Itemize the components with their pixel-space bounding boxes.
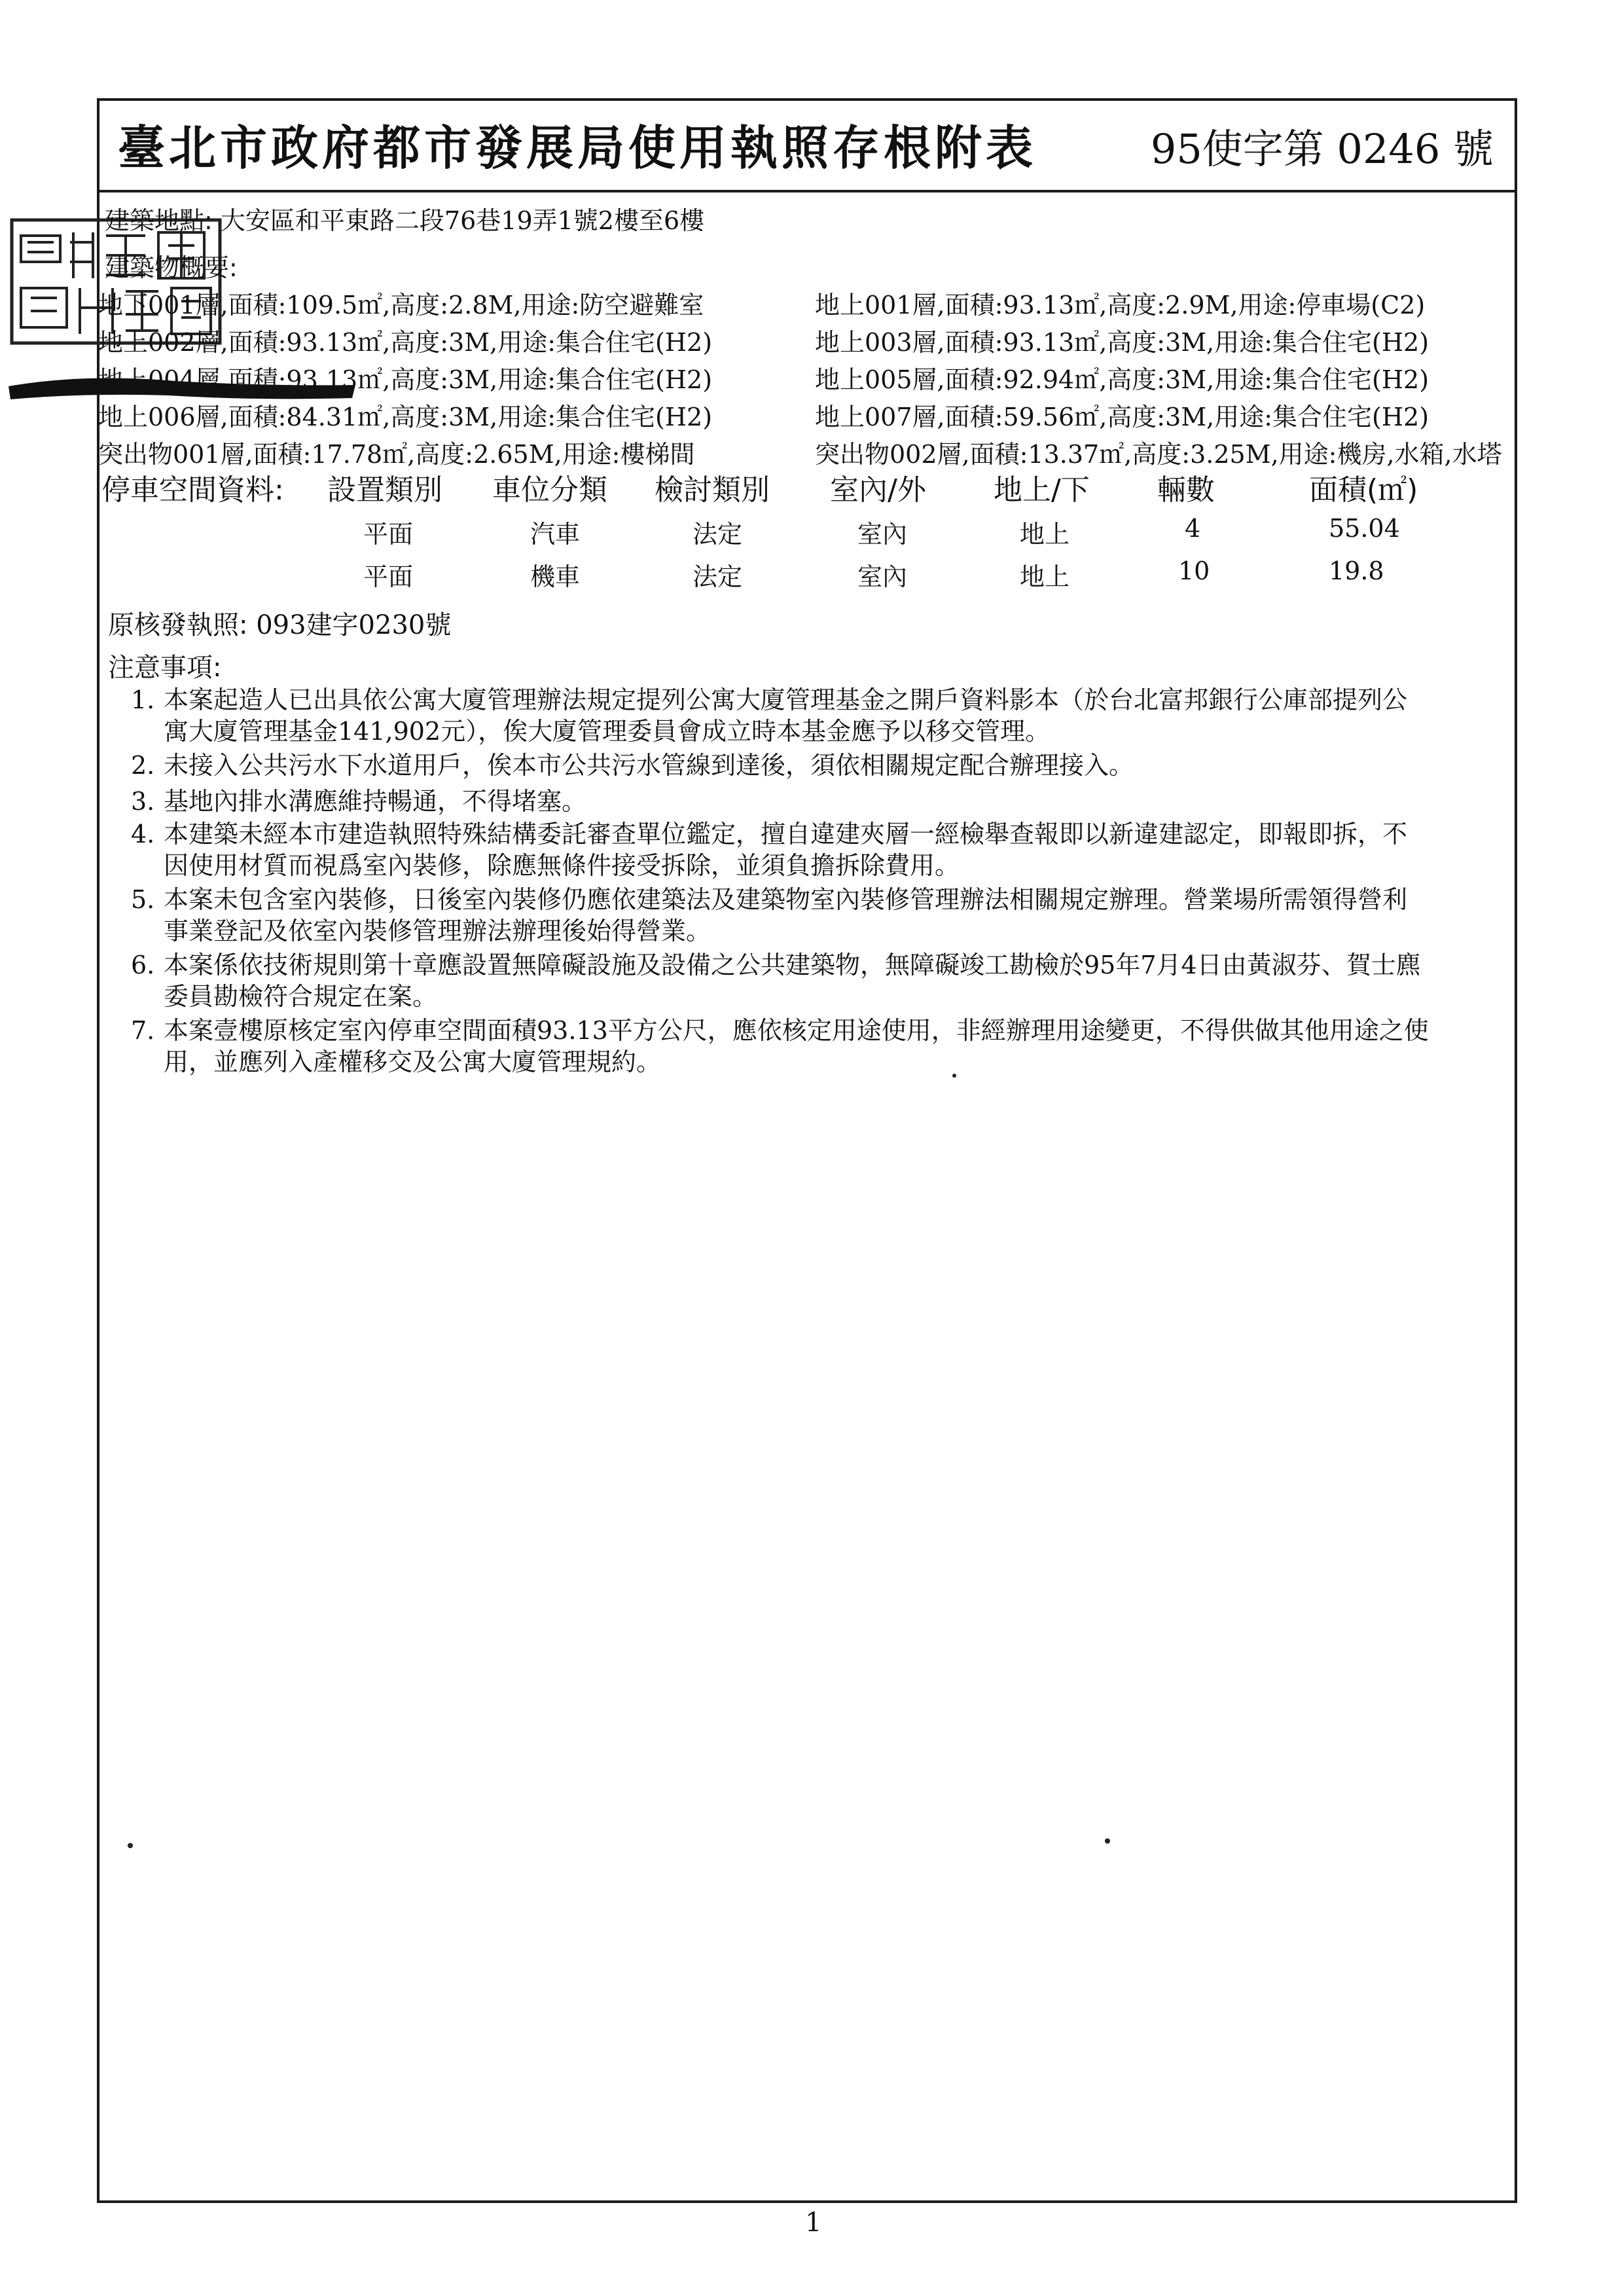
parking-cell: 地上: [1020, 562, 1070, 591]
document-title: 臺北市政府都市發展局使用執照存根附表: [118, 120, 1037, 175]
parking-cell: 10: [1178, 556, 1210, 585]
floor-left-5: 突出物001層,面積:17.78㎡,高度:2.65M,用途:樓梯間: [98, 440, 695, 469]
title-divider: [97, 190, 1517, 192]
parking-cell: 平面: [363, 520, 414, 549]
overview-label: 建築物概要:: [105, 253, 238, 282]
note-item-7: 7. 本案壹樓原核定室內停車空間面積93.13平方公尺，應依核定用途使用，非經辦理用途變更，不得供做其他用途之使: [131, 1016, 1429, 1045]
note-item-3: 3. 基地內排水溝應維持暢通，不得堵塞。: [131, 787, 587, 816]
note-item-1: 1. 本案起造人已出具依公寓大廈管理辦法規定提列公寓大廈管理基金之開戶資料影本（於台北富邦銀行公庫部提列公: [131, 685, 1408, 714]
address-value: 大安區和平東路二段76巷19弄1號2樓至6樓: [220, 206, 705, 235]
parking-label: 停車空間資料:: [101, 473, 284, 507]
scan-speck: [1105, 1838, 1110, 1844]
note-item-5-cont: 事業登記及依室內裝修管理辦法辦理後始得營業。: [164, 917, 711, 945]
parking-cell: 平面: [363, 562, 414, 591]
note-item-7-cont: 用，並應列入產權移交及公寓大廈管理規約。: [164, 1048, 662, 1076]
floor-right-5: 突出物002層,面積:13.37㎡,高度:3.25M,用途:機房,水箱,水塔: [815, 440, 1502, 469]
parking-cell: 法定: [692, 562, 743, 591]
parking-header-type: 設置類別: [327, 473, 442, 507]
note-item-6-cont: 委員勘檢符合規定在案。: [164, 982, 438, 1011]
parking-cell: 法定: [692, 520, 743, 549]
address-label: 建築地點:: [105, 206, 213, 235]
parking-cell: 地上: [1020, 520, 1070, 549]
note-item-5: 5. 本案未包含室內裝修，日後室內裝修仍應依建築法及建築物室內裝修管理辦法相關規定辦理。營業場所需領得營利: [131, 885, 1408, 914]
floor-left-2: 地上002層,面積:93.13㎡,高度:3M,用途:集合住宅(H2): [98, 328, 713, 357]
floor-left-1: 地下001層,面積:109.5㎡,高度:2.8M,用途:防空避難室: [98, 291, 704, 319]
parking-cell: 汽車: [530, 520, 581, 549]
floor-right-2: 地上003層,面積:93.13㎡,高度:3M,用途:集合住宅(H2): [815, 328, 1429, 357]
original-license-label: 原核發執照:: [108, 610, 248, 640]
floor-right-1: 地上001層,面積:93.13㎡,高度:2.9M,用途:停車場(C2): [815, 291, 1426, 319]
parking-header-category: 車位分類: [492, 473, 607, 507]
floor-right-3: 地上005層,面積:92.94㎡,高度:3M,用途:集合住宅(H2): [815, 365, 1429, 394]
parking-cell: 4: [1185, 514, 1201, 543]
note-item-6: 6. 本案係依技術規則第十章應設置無障礙設施及設備之公共建築物，無障礙竣工勘檢於95年7月4日由黃淑芬、賀士麃: [131, 951, 1421, 979]
document-number: 95使字第 0246 號: [1150, 125, 1494, 173]
parking-header-indoor: 室內/外: [830, 473, 926, 507]
parking-cell: 室內: [857, 520, 908, 549]
note-item-4-cont: 因使用材質而視爲室內裝修，除應無條件接受拆除，並須負擔拆除費用。: [164, 851, 960, 880]
page-number: 1: [805, 2208, 822, 2238]
parking-header-level: 地上/下: [994, 473, 1090, 507]
parking-cell: 19.8: [1329, 556, 1384, 585]
note-item-2: 2. 未接入公共污水下水道用戶，俟本市公共污水管線到達後，須依相關規定配合辦理接入。: [131, 751, 1134, 780]
scan-speck: [952, 1074, 956, 1078]
building-address: [105, 208, 704, 233]
floor-left-3: 地上004層,面積:93.13㎡,高度:3M,用途:集合住宅(H2): [98, 365, 713, 394]
floor-left-4: 地上006層,面積:84.31㎡,高度:3M,用途:集合住宅(H2): [98, 403, 713, 431]
parking-header-area: 面積(㎡): [1309, 473, 1418, 507]
note-item-1-cont: 寓大廈管理基金141,902元），俟大廈管理委員會成立時本基金應予以移交管理。: [164, 717, 1051, 746]
parking-header-review: 檢討類別: [655, 473, 770, 507]
parking-cell: 55.04: [1329, 514, 1400, 543]
original-license-value: 093建字0230號: [256, 610, 452, 640]
notes-label: 注意事項:: [108, 653, 222, 683]
note-item-4: 4. 本建築未經本市建造執照特殊結構委託審查單位鑑定，擅自違建夾層一經檢舉查報即以新違建認定，即報即拆，不: [131, 820, 1408, 848]
parking-cell: 機車: [530, 562, 581, 591]
original-license: [108, 612, 451, 638]
parking-header-count: 輛數: [1157, 473, 1215, 507]
scan-speck: [128, 1843, 133, 1848]
parking-cell: 室內: [857, 562, 908, 591]
floor-right-4: 地上007層,面積:59.56㎡,高度:3M,用途:集合住宅(H2): [815, 403, 1429, 431]
